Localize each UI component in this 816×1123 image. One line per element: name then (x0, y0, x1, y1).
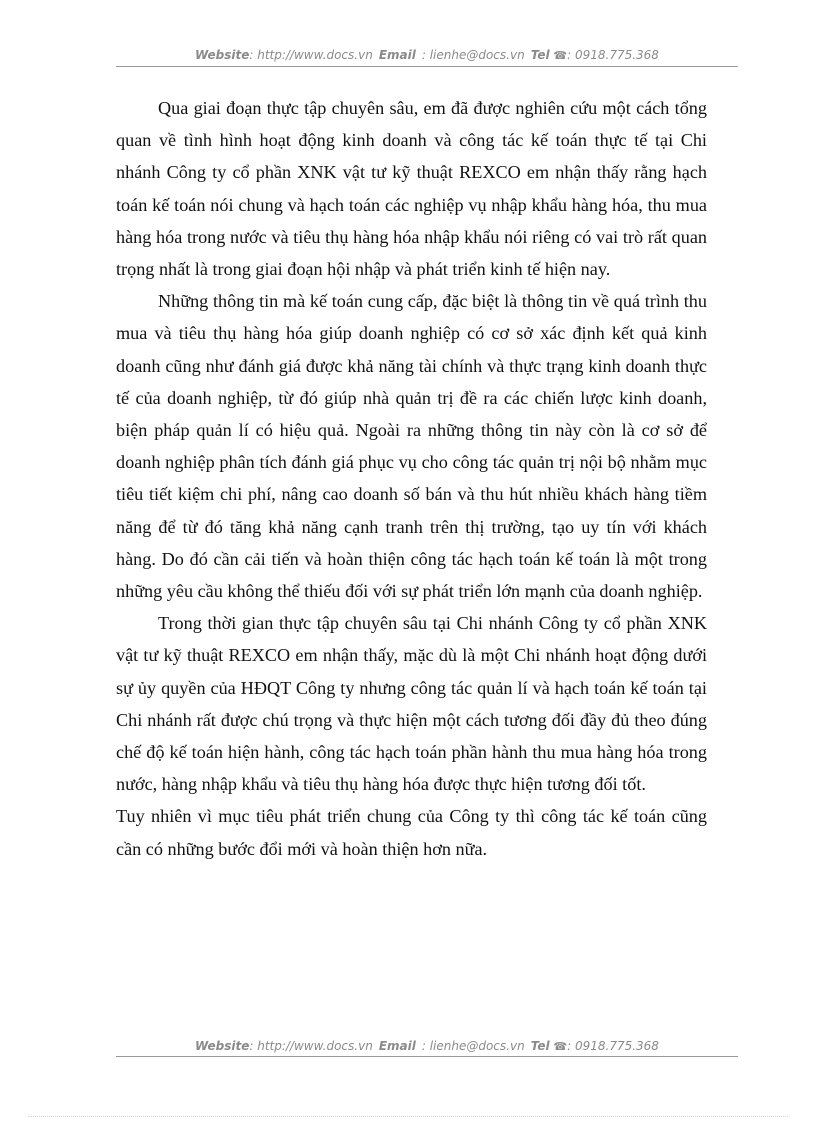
footer-email-value: : lienhe@docs.vn (421, 1039, 525, 1053)
phone-icon: ☎ (553, 1040, 568, 1053)
header-website-value: : http://www.docs.vn (249, 48, 373, 62)
paragraph-2: Những thông tin mà kế toán cung cấp, đặc biệt là thông tin về quá trình thu mua và tiêu thụ hàng hóa giúp doanh nghiệp có cơ sở xác định kết quả kinh doanh cũng như đánh giá được khả năng tài chính và thực trạng kinh doanh thực tế của doanh nghiệp, từ đó giúp nhà quản trị đề ra các chiến lược kinh doanh, biện pháp quản lí có hiệu quả. Ngoài ra những thông tin này còn là cơ sở để doanh nghiệp phân tích đánh giá phục vụ cho công tác quản trị nội bộ nhằm mục tiêu tiết kiệm chi phí, nâng cao doanh số bán và thu hút nhiều khách hàng tiềm năng để từ đó tăng khả năng cạnh tranh trên thị trường, tạo uy tín với khách hàng. Do đó cần cải tiến và hoàn thiện công tác hạch toán kế toán là một trong những yêu cầu không thể thiếu đối với sự phát triển lớn mạnh của doanh nghiệp. (116, 291, 707, 602)
header-tel-value: : 0918.775.368 (567, 48, 659, 62)
header-email-label: Email (378, 48, 416, 62)
page-header (116, 48, 738, 62)
paragraph-1: Qua giai đoạn thực tập chuyên sâu, em đã được nghiên cứu một cách tổng quan về tình hình hoạt động kinh doanh và công tác kế toán thực tế tại Chi nhánh Công ty cổ phần XNK vật tư kỹ thuật REXCO em nhận thấy rằng hạch toán kế toán nói chung và hạch toán các nghiệp vụ nhập khẩu hàng hóa, thu mua hàng hóa trong nước và tiêu thụ hàng hóa nhập khẩu nói riêng có vai trò rất quan trọng nhất là trong giai đoạn hội nhập và phát triển kinh tế hiện nay. (116, 98, 707, 280)
header-email-value: : lienhe@docs.vn (421, 48, 525, 62)
document-body (116, 92, 707, 865)
footer-tel-value: : 0918.775.368 (567, 1039, 659, 1053)
phone-icon: ☎ (553, 49, 568, 62)
header-tel-label: Tel (530, 48, 550, 62)
footer-divider (116, 1056, 738, 1057)
footer-tel-label: Tel (530, 1039, 550, 1053)
footer-website-value: : http://www.docs.vn (249, 1039, 373, 1053)
page-bottom-border (28, 1116, 788, 1117)
footer-email-label: Email (378, 1039, 416, 1053)
header-divider (116, 66, 738, 67)
header-website-label: Website (195, 48, 250, 62)
page-footer (116, 1039, 738, 1053)
footer-website-label: Website (195, 1039, 250, 1053)
paragraph-3: Trong thời gian thực tập chuyên sâu tại Chi nhánh Công ty cổ phần XNK vật tư kỹ thuật REXCO em nhận thấy, mặc dù là một Chi nhánh hoạt động dưới sự ủy quyền của HĐQT Công ty nhưng công tác quản lí và hạch toán kế toán tại Chi nhánh rất được chú trọng và thực hiện một cách tương đối đầy đủ theo đúng chế độ kế toán hiện hành, công tác hạch toán phần hành thu mua hàng hóa trong nước, hàng nhập khẩu và tiêu thụ hàng hóa được thực hiện tương đối tốt. (116, 613, 707, 795)
paragraph-4: Tuy nhiên vì mục tiêu phát triển chung của Công ty thì công tác kế toán cũng cần có những bước đổi mới và hoàn thiện hơn nữa. (116, 806, 707, 859)
